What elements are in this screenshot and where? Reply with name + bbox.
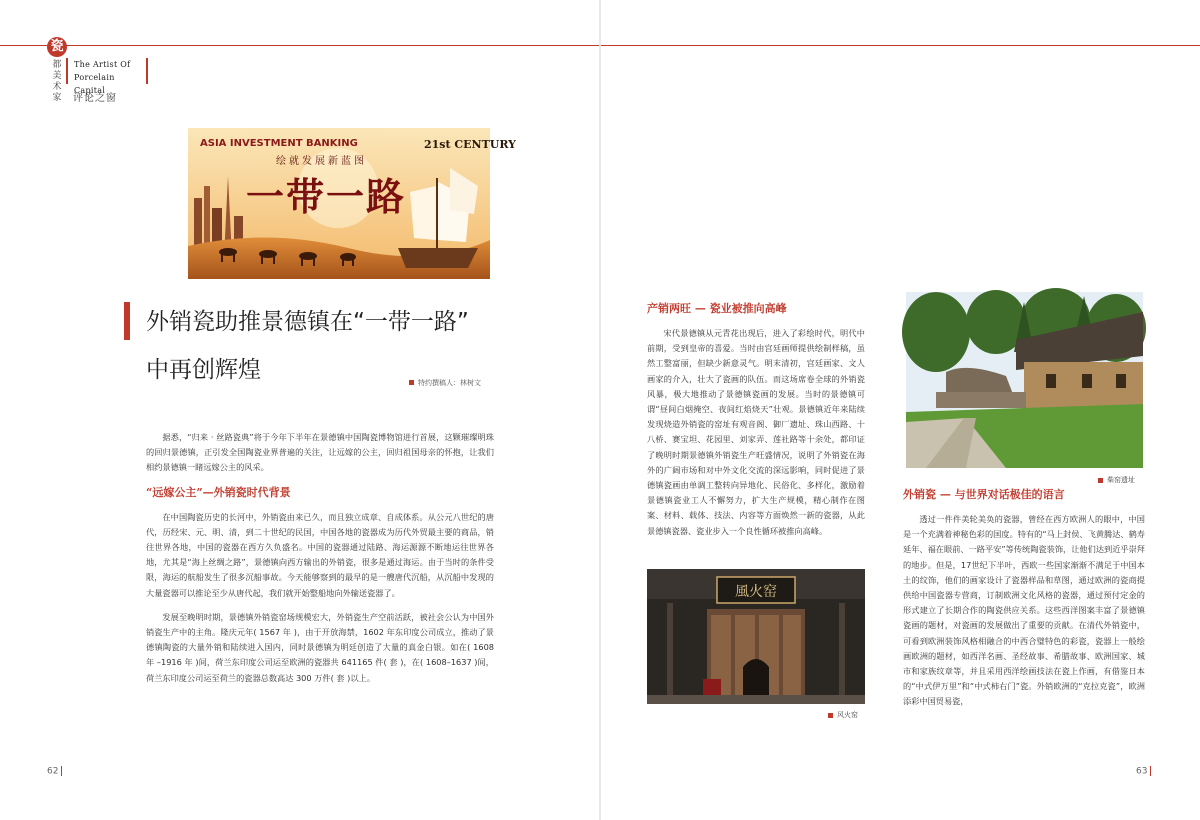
byline (409, 378, 481, 388)
section2-paragraph: 宋代景德镇从元青花出现后，进入了彩绘时代，明代中前期，受到皇帝的喜爱。当时由宫廷画师提供绘制样稿，虽然工整富丽，但缺少新意灵气。明末清初，宫廷画家、文人画家的介入，壮大了瓷画的队伍。而这场席卷全球的外销瓷风暴，极大地推动了景德镇瓷画的发展。当时的景德镇可谓“昼间白烟掩空、夜间红焰烧天”壮观。景德镇近年来陆续发现烧造外销瓷的窑址有观音阁、御厂遗址、珠山西路、十八桥、赛宝坦、花园里、刘家弄、莲社路等十余处，都印证了晚明时期景德镇外销瓷生产旺盛情况，说明了外销瓷在海外的广阔市场和对中外文化交流的深远影响，同时促进了景德镇瓷画由单调工整转向异地化、民俗化、多样化，激励着景德镇瓷业工人不懈努力，扩大生产规模，精心制作在图案、材料、载体、技法、内容等方面焕然一新的瓷器，从此景德镇瓷器、瓷业步入一个良性循环被推向高峰。 (647, 328, 865, 536)
section1-paragraph1: 在中国陶瓷历史的长河中，外销瓷由来已久，而且独立成章、自成体系。从公元八世纪的唐代，历经宋、元、明、清，到二十世纪的民国，中国各地的瓷器成为历代外贸最主要的商品，销往世界各地，中国的瓷器在西方久负盛名。中国的瓷器通过陆路、海运源源不断地运往世界各地，尤其是“海上丝绸之路”，景德镇向西方输出的外销瓷，很多是通过海运。由于当时的条件受限，海运的航船发生了很多沉船事故。今天能够察到的最早的是一艘唐代沉船，从沉船中发现的大量瓷器可以推论至少从唐代起，我们就开始整船地向外输送瓷器了。 (146, 511, 494, 598)
page-number-right (1136, 766, 1154, 777)
section3-heading: 外销瓷 — 与世界对话极佳的语言 (903, 488, 1065, 501)
hero-image (188, 128, 517, 279)
kiln-caption-text: 风火窑 (837, 711, 858, 719)
ruins-caption-text: 柴窑遗址 (1107, 476, 1135, 484)
kiln-caption (828, 710, 858, 720)
kiln-sign-text: 風火窑 (735, 584, 777, 600)
belt-road-banner (188, 128, 517, 279)
magazine-title-line2: Porcelain Capital (74, 73, 115, 95)
ruins-caption-marker (1098, 478, 1103, 483)
byline-marker (409, 380, 414, 385)
section2-heading: 产销两旺 — 瓷业被推向高峰 (647, 302, 787, 315)
page-number-left-bar (61, 766, 62, 776)
vertical-label: 都美术家 (52, 60, 62, 103)
kiln-photo (647, 569, 865, 704)
left-column (146, 430, 494, 686)
ruins-caption (1098, 475, 1135, 485)
page-number-left (47, 766, 65, 777)
section-label: 评论之窗 (73, 93, 117, 104)
banner-big-text: 一带一路 (246, 174, 407, 219)
banner-slogan: 绘就发展新蓝图 (276, 156, 367, 167)
page-number-right-text: 63 (1136, 766, 1148, 777)
article-title-line1: 外销瓷助推景德镇在“一带一路” (146, 309, 469, 335)
kiln-caption-marker (828, 713, 833, 718)
page-number-left-text: 62 (47, 766, 59, 777)
ruins-photo (906, 292, 1143, 468)
intro-paragraph: 据悉，“归来 · 丝路瓷典”将于今年下半年在景德镇中国陶瓷博物馆进行首展，这颗璀璨明珠的回归景德镇，正引发全国陶瓷业界普遍的关注，让远嫁的公主，回归祖国母亲的怀抱，让我们相约景德镇一睹远嫁公主的风采。 (146, 432, 494, 473)
kiln-photo-graphic (647, 569, 865, 704)
magazine-badge: 瓷 (47, 37, 67, 57)
section1-heading: “远嫁公主”—外销瓷时代背景 (146, 485, 291, 499)
article-title-line2: 中再创辉煌 (146, 357, 261, 383)
title-accent-bar (124, 302, 130, 340)
byline-text: 特约撰稿人：林树文 (418, 379, 481, 387)
middle-column (647, 300, 865, 539)
article-title (146, 298, 566, 394)
magazine-title-line1: The Artist Of (74, 60, 131, 69)
section1-paragraph2: 发展至晚明时期，景德镇外销瓷窑场规模宏大，外销瓷生产空前活跃，被社会公认为中国外销瓷生产中的主角。隆庆元年( 1567 年 )，由于开放海禁，1602 年东印度公司成立，推动了景德镇陶瓷的大量外销和陆续进入国内，同时景德镇为明廷创造了大量的真金白银。如在( 1608 年 –1916 年 )间，荷兰东印度公司运至欧洲的瓷器共 641165 件( 套 )，在( 1608–1637 )间，荷兰东印度公司运至荷兰的瓷器总数高达 300 万件( 套 )以上。 (146, 611, 494, 683)
banner-brand: ASIA INVESTMENT BANKING (200, 138, 358, 149)
page-number-right-bar (1150, 766, 1151, 776)
section3-paragraph: 透过一件件美轮美奂的瓷器，曾经在西方欧洲人的眼中，中国是一个充满着神秘色彩的国度。特有的“马上封侯、飞黄腾达、鹤寿延年、福在眼前、一路平安”等传统陶瓷装饰，让他们达到近乎崇拜的地步。但是，17世纪下半叶，西欧一些国家渐渐不满足于中国本土的纹饰，他们的画家设计了瓷器样品和草图，通过欧洲的瓷商提供给中国瓷器专营商，订制欧洲文化风格的瓷器，通过预付定金的形式建立了长期合作的陶瓷供应关系。这些西洋图案丰富了景德镇瓷画的题材，对瓷画的发展做出了重要的贡献。在清代外销瓷中，可看到欧洲装饰风格相融合的中西合璧特色的彩瓷，瓷器上一般绘画欧洲的题材，如西洋名画、圣经故事、希腊故事、欧洲国家、城市和家族纹章等，并且采用西洋绘画技法在瓷上作画，有借鉴日本的“中式伊万里”和“中式柿右门”瓷。外销欧洲的“克拉克瓷”，欧洲添彩中国贸易瓷， (903, 514, 1145, 707)
page-spine (599, 0, 601, 820)
right-column (903, 486, 1145, 710)
banner-century: 21st CENTURY (424, 138, 517, 151)
ruins-photo-graphic (906, 292, 1143, 468)
